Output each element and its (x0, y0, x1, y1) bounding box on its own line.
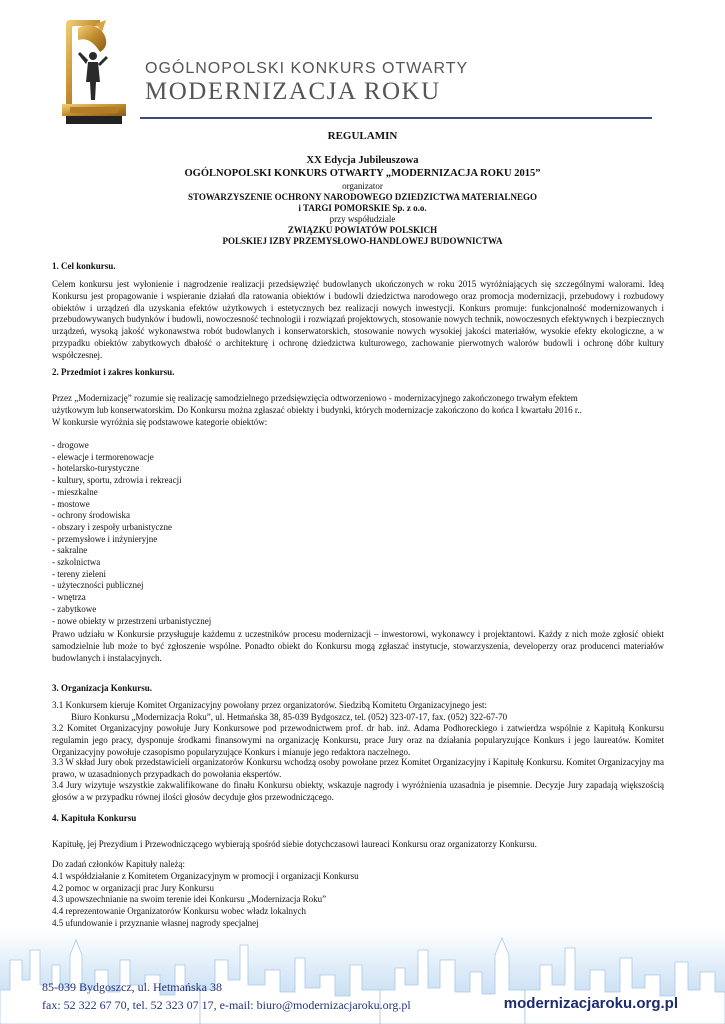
list-item: - mieszkalne (52, 486, 98, 497)
brand-line-2: MODERNIZACJA ROKU (145, 78, 441, 105)
list-item: - hotelarsko-turystyczne (52, 463, 140, 474)
list-item: 4.5 ufundowanie i przyznanie własnej nagrody specjalnej (52, 917, 259, 928)
partner-label: przy współudziale (329, 214, 396, 224)
section-3-1b: Biuro Konkursu „Modernizacja Roku”, ul. Hetmańska 38, 85-039 Bydgoszcz, tel. (052) 323-07-17, fax. (052) 322-67-70 (71, 712, 508, 722)
list-item: - tereny zieleni (52, 568, 106, 579)
participation-text: Prawo udziału w Konkursie przysługuje każdemu z uczestników procesu modernizacji – inwestorowi, wykonawcy i projektantowi. Każdy z nich może zgłosić obiekt samodzielnie lub może to być zgłoszenie wspólne. Ponadto obiekt do Konkursu mogą zgłaszać instytucje, stowarzyszenia, developerzy oraz producenci materiałów budowlanych i instalacyjnych. (52, 629, 664, 663)
brand-line-1: OGÓLNOPOLSKI KONKURS OTWARTY (145, 60, 469, 77)
footer-contact: fax: 52 322 67 70, tel. 52 323 07 17, e-mail: biuro@modernizacjaroku.org.pl (42, 998, 411, 1012)
list-item: - mostowe (52, 498, 90, 509)
section-2-line-3: W konkursie wyróżnia się podstawowe kategorie obiektów: (52, 417, 268, 427)
list-item: - obszary i zespoły urbanistyczne (52, 521, 172, 532)
section-4-intro: Kapitułę, jej Prezydium i Przewodniczącego wybierają spośród siebie dotychczasowi laureaci Konkursu oraz organizatorzy Konkursu. (52, 839, 537, 849)
section-2-heading: 2. Przedmiot i zakres konkursu. (52, 367, 175, 377)
section-3-3: 3.3 W skład Jury obok przedstawicieli organizatorów Konkursu wchodzą osoby powołane przez Komitet Organizacyjny i Kapitułę Konkursu. Komitet Organizacyjny ma prawo, w uzasadnionych przypadkach do powołania ekspertów. (52, 757, 664, 779)
partner-2: POLSKIEJ IZBY PRZEMYSŁOWO-HANDLOWEJ BUDOWNICTWA (222, 236, 503, 246)
section-3-1a: 3.1 Konkursem kieruje Komitet Organizacyjny powołany przez organizatorów. Siedzibą Komitetu Organizacyjnego jest: (52, 700, 488, 710)
section-4-tasks-label: Do zadań członków Kapituły należą: (52, 859, 185, 869)
partner-1: ZWIĄZKU POWIATÓW POLSKICH (287, 225, 438, 235)
header-divider (140, 117, 652, 119)
organizer-2: i TARGI POMORSKIE Sp. z o.o. (298, 203, 427, 213)
edition: XX Edycja Jubileuszowa (306, 155, 419, 166)
section-1-heading: 1. Cel konkursu. (52, 261, 116, 271)
list-item: - przemysłowe i inżynieryjne (52, 533, 158, 544)
doc-title: REGULAMIN (327, 130, 398, 142)
organizer-1: STOWARZYSZENIE OCHRONY NARODOWEGO DZIEDZICTWA MATERIALNEGO (188, 192, 537, 202)
list-item: - zabytkowe (52, 603, 97, 614)
section-2-line-1: Przez „Modernizację” rozumie się realizację samodzielnego przedsięwzięcia odtworzeniowo - modernizacyjnego zakończonego trwałym efektem (52, 393, 578, 403)
organizer-label: organizator (342, 181, 383, 191)
list-item: - ochrony środowiska (52, 510, 130, 521)
list-item: - drogowe (52, 440, 89, 450)
list-item: 4.1 współdziałanie z Komitetem Organizacyjnym w promocji i organizacji Konkursu (52, 871, 359, 881)
list-item: - kultury, sportu, zdrowia i rekreacji (52, 475, 182, 486)
section-3-2: 3.2 Komitet Organizacyjny powołuje Jury Konkursowe pod przewodnictwem prof. dr hab. inż. Adama Podhoreckiego i zatwierdza wspólnie z Kapitułą Konkursu regulamin jego pracy, dysponuje środkami finansowymi na organizację Konkursu, prace Jury oraz na działania popularyzujące Konkurs i jego laureatów. Komitet Organizacyjny powołuje czasopismo popularyzujące Konkurs i mianuje jego redaktora naczelnego. (52, 723, 664, 757)
list-item: - użyteczności publicznej (52, 580, 144, 591)
list-item: - elewacje i termorenowacje (52, 451, 154, 462)
footer-address: 85-039 Bydgoszcz, ul. Hetmańska 38 (42, 980, 222, 994)
section-1-text: Celem konkursu jest wyłonienie i nagrodzenie realizacji przedsięwzięć budowlanych ukończonych w roku 2015 wyróżniających się szczególnymi walorami. Ideą Konkursu jest propagowanie i wspieranie działań dla ratowania obiektów i budowli dziedzictwa narodowego oraz promocja modernizacji, przebudowy i rozbudowy obiektów i urządzeń dla uzyskania efektów użytkowych i estetycznych bez realizacji nowych inwestycji. Konkurs promuje: funkcjonalność modernizowanych i przebudowywanych budynków i budowli, nowoczesność technologii i rozwiązań projektowych, stosowanie nowych technik, nowoczesnych efektywnych i bezpiecznych urządzeń, wysoką jakość wykonawstwa robót budowlanych i konserwatorskich, stosowanie nowych wysokiej jakości materiałów, wysokie efekty ekologiczne, a w przypadku obiektów zabytkowych dbałość o architekturę i ochronę dziedzictwa kulturowego, zachowanie pierwotnych walorów budowli i ochronę dóbr kultury współczesnej. (52, 279, 664, 360)
trophy-logo (60, 18, 128, 126)
list-item: - szkolnictwa (52, 557, 101, 568)
footer-website-link[interactable]: modernizacjaroku.org.pl (503, 995, 678, 1012)
category-list (52, 440, 211, 627)
section-3-heading: 3. Organizacja Konkursu. (52, 683, 153, 693)
section-2-line-2: użytkowym lub konserwatorskim. Do Konkursu można zgłaszać obiekty i budynki, których modernizacje zakończono do końca I kwartału 2016 r.. (52, 405, 582, 415)
contest-name: OGÓLNOPOLSKI KONKURS OTWARTY „MODERNIZACJA ROKU 2015” (184, 168, 541, 179)
list-item: - nowe obiekty w przestrzeni urbanistycznej (52, 615, 212, 626)
list-item: 4.3 upowszechnianie na swoim terenie idei Konkursu „Modernizacja Roku” (52, 894, 327, 905)
list-item: 4.4 reprezentowanie Organizatorów Konkursu wobec władz lokalnych (52, 906, 306, 917)
list-item: - sakralne (52, 545, 88, 556)
list-item: 4.2 pomoc w organizacji prac Jury Konkursu (52, 882, 215, 893)
section-3-4: 3.4 Jury wizytuje wszystkie zakwalifikowane do finału Konkursu obiekty, wskazuje nagrody i wyróżnienia uzasadnia je pisemnie. Decyzje Jury zapadają większością głosów a w przypadku równej ilości głosów decyduje głos przewodniczącego. (52, 780, 664, 802)
letterhead (0, 0, 725, 125)
section-4-heading: 4. Kapituła Konkursu (52, 813, 137, 823)
list-item: - wnętrza (52, 592, 86, 603)
